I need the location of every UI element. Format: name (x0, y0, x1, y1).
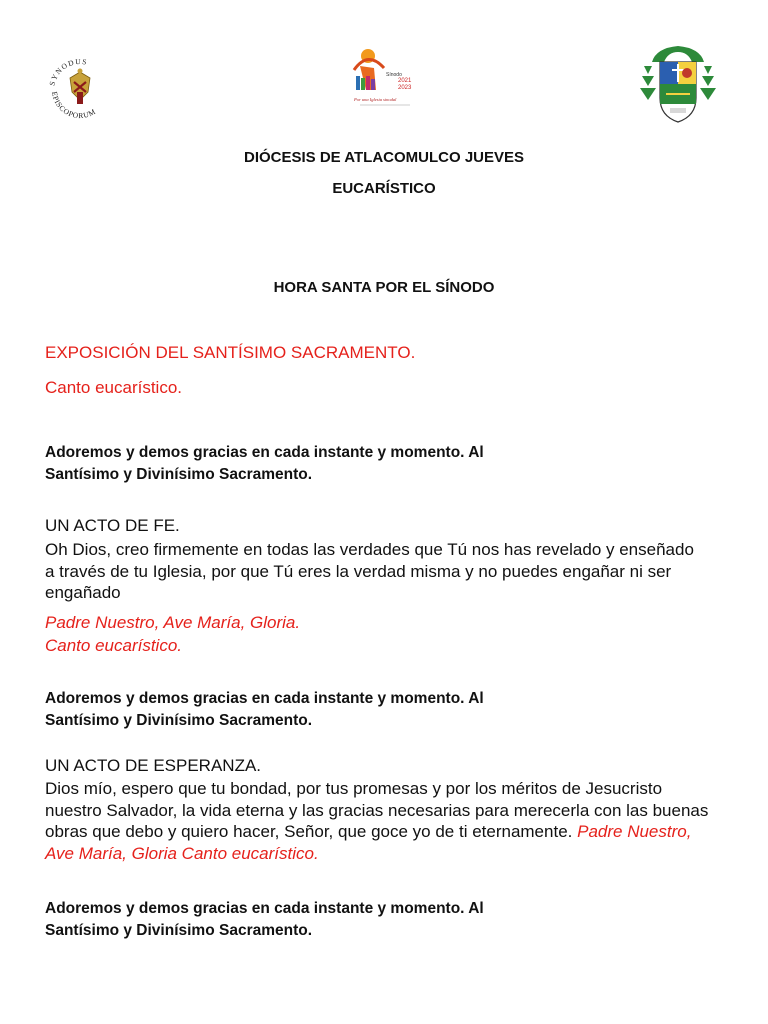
title-line-1: DIÓCESIS DE ATLACOMULCO JUEVES (243, 149, 525, 166)
coat-of-arms-logo (636, 42, 720, 126)
adoremos-line-2: Santísimo y Divinísimo Sacramento. (45, 922, 313, 939)
acto-fe-line-3: engañado (45, 583, 121, 602)
acto-fe-text (45, 539, 725, 604)
svg-text:Sínodo: Sínodo (386, 72, 402, 78)
adoremos-line-1: Adoremos y demos gracias en cada instante y momento. Al (45, 690, 484, 707)
svg-text:2023: 2023 (398, 85, 412, 91)
padre-nuestro-inline: Padre Nuestro, (577, 822, 692, 841)
svg-text:2021: 2021 (398, 78, 412, 84)
hora-santa-title: HORA SANTA POR EL SÍNODO (273, 279, 495, 296)
sinodo-logo (346, 46, 424, 108)
adoremos-line-2: Santísimo y Divinísimo Sacramento. (45, 712, 313, 729)
svg-text:SYNODUS: SYNODUS (47, 56, 89, 87)
adoremos-block-1 (45, 442, 725, 486)
adoremos-line-1: Adoremos y demos gracias en cada instante y momento. Al (45, 900, 484, 917)
oracion-fe: Padre Nuestro, Ave María, Gloria. (45, 613, 301, 632)
exposicion-heading: EXPOSICIÓN DEL SANTÍSIMO SACRAMENTO. (45, 343, 416, 362)
acto-esperanza-heading: UN ACTO DE ESPERANZA. (45, 756, 262, 775)
canto-eucaristico-1: Canto eucarístico. (45, 378, 183, 397)
acto-esperanza-line-3 (45, 821, 725, 843)
title-line-2: EUCARÍSTICO (332, 180, 436, 197)
acto-fe-heading: UN ACTO DE FE. (45, 516, 180, 535)
acto-esperanza-text (45, 778, 725, 864)
svg-text:Por una Iglesia sinodal: Por una Iglesia sinodal (354, 97, 397, 102)
adoremos-line-1: Adoremos y demos gracias en cada instante y momento. Al (45, 444, 484, 461)
svg-text:EPISCOPORUM: EPISCOPORUM (49, 90, 98, 121)
acto-esperanza-line-3-text: obras que debo y quiero hacer, Señor, que goce yo de ti eternamente. (45, 822, 573, 841)
adoremos-block-2 (45, 688, 725, 732)
adoremos-block-3 (45, 898, 725, 942)
adoremos-line-2: Santísimo y Divinísimo Sacramento. (45, 466, 313, 483)
oracion-esperanza: Ave María, Gloria Canto eucarístico. (45, 843, 319, 863)
acto-esperanza-line-2: nuestro Salvador, la vida eterna y las gracias necesarias para merecerla con las buenas (45, 800, 709, 820)
acto-fe-line-1: Oh Dios, creo firmemente en todas las verdades que Tú nos has revelado y enseñado (45, 540, 694, 559)
acto-esperanza-line-1: Dios mío, espero que tu bondad, por tus promesas y por los méritos de Jesucristo (45, 779, 663, 798)
synodus-seal-logo (44, 52, 116, 124)
acto-fe-line-2: a través de tu Iglesia, por que Tú eres la verdad misma y no puedes engañar ni ser (45, 561, 672, 581)
canto-eucaristico-2: Canto eucarístico. (45, 636, 183, 655)
